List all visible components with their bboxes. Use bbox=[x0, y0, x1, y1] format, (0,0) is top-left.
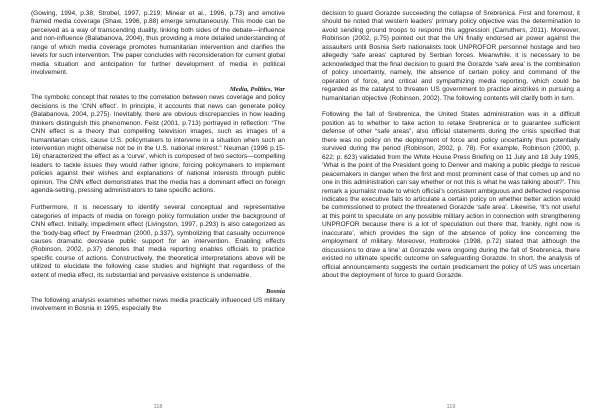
page-number-left: 118 bbox=[153, 404, 163, 410]
intro-paragraph: (Gowing, 1994, p.38; Strobel, 1997, p.219; Minear et al., 1996, p.73) and emotive framed media coverage (Shaw, 1996, p.88) emerge simultaneously. This mode can be perceived as a way of transcending duality, linking both sides of the debate—influence and non-influence (Balabanova, 2004), thus providing a more detailed understanding of range of which media coverage promotes humanitarian intervention and clarifies the levels for such intervention. The paper concludes with reconsideration for current global media situation and anticipation for further development of media in political involvement. bbox=[31, 10, 285, 77]
section-heading-media-politics-war: Media, Politics, War bbox=[229, 85, 285, 93]
left-page bbox=[31, 0, 285, 420]
section-heading-bosnia: Bosnia bbox=[265, 288, 285, 296]
body-paragraph: Furthermore, it is necessary to identify several conceptual and representative categories of impacts of media on foreign policy formulation under the background of CNN effect. Initially, impediment effect (Livingston, 1997, p.293) is also categorized as the ‘body-bag effect’ by Freedman (2000, p.337), symbolizing that casualty occurrence causes dramatic decrease public support for an intervention. Enabling effects (Robinson, 2002, p.37) denotes that media reporting enables officials to practice specific course of actions. Constructively, the theoretical interpretations above will be utilized to elucidate the following case studies and highlight that regardless of the extent of media effect, its substantial and pervasive existence is undeniable. bbox=[31, 204, 285, 279]
body-paragraph: The symbolic concept that relates to the correlation between news coverage and policy decisions is the ‘CNN effect’. In principle, it accounts that news can generate policy (Balabanova, 2004, p.275). Inevitably, there are obvious discrepancies in how leading thinkers distinguish this phenomenon. Feist (2001, p.713) portrayed in reflection: “The CNN effect is a theory that compelling television images, such as images of a humanitarian crisis, cause U.S. policymakers to intervene in a situation when such an intervention might otherwise not be in the U.S. national interest.” Neuman (1996 p.15-16) characterized the effect as a ‘curve’, which is composed of two sectors—compelling leaders to tackle issues they would rather ignore; forcing policymakers to implement policies against their wishes and explanations of national interests through public opinion. The CNN effect demonstrates that the media has a dominant effect on foreign agenda-setting, pressing administrators to take specific actions. bbox=[31, 94, 285, 195]
left-page-text-column bbox=[31, 10, 285, 314]
right-page-text-column bbox=[322, 10, 580, 280]
body-paragraph: Following the fall of Srebrenica, the United States administration was in a difficult position as to whether to take action to retake Srebrenica or to guarantee sufficient defense of other “safe areas”, also official statements during the crisis specified that there was no policy on the deployment of force and policy uncertainty thus potentially survived during the period (Robinson, 2002, p. 78). For example, Robinson (2000, p. 622; p. 623) validated from the White House Press Briefing on 11 July and 18 July 1995, ‘What is the point of the President going to Denver and making a public pledge to rescue peacemakers in danger when the first and most prominent case of that comes up and no one in this administration can say whether or not this is what he was talking about?’. This remark a journalist made to which official’s consistent ambiguous and deflected response indicates the executive fails to articulate a certain policy on whether better action would be commissioned to protect the threatened Gorazde ‘safe area’. Likewise, ‘It’s not useful at this point to speculate on any possible military action in connection with strengthening UNPROFOR because there is a lot of speculation out there that, frankly, right now is inaccurate’, which provides the sign of the absence of policy line concerning the employment of military. Moreover, Holbrooke (1998, p.72) stated that although the discussions to draw a line’ at Gorazde were ongoing during the fall of Srebrenica, there existed no ultimate specific outcome on safeguarding Gorazde. In short, the analysis of official announcements suggests the certain predicament the policy of US was uncertain about the deployment of force to guard Gorazde. bbox=[322, 111, 580, 280]
page-number-right: 119 bbox=[446, 404, 456, 410]
body-paragraph: decision to guard Gorazde succeeding the collapse of Srebrenica. First and foremost, it should be noted that western leaders’ primary policy objective was the determination to avoid sending ground troops to respond this aggression (Carruthers, 2011). Moreover, Robinson (2002, p.75) pointed out that the UN finally endorsed air power against the assaulters until Bosnia Serb nationalists took UNPROFOR personnel hostage and two allegedly ‘safe areas’ captured by Serbian forces. Meanwhile, it is necessary to be acknowledged that the final decision to guard the Gorazde ‘safe area’ is the combination of policy uncertainty, namely, the absence of certain policy and command of the operation of force, and critical and sympathizing media reporting, which could be regarded as the catalyst to threaten US government to practice airstrikes in pursuing a humanitarian objective (Robinson, 2002). The following contents will clarify both in turn. bbox=[322, 10, 580, 102]
right-page bbox=[322, 0, 580, 420]
body-paragraph: The following analysis examines whether news media practically influenced US military involvement in Bosnia in 1995, especially the bbox=[31, 296, 285, 313]
